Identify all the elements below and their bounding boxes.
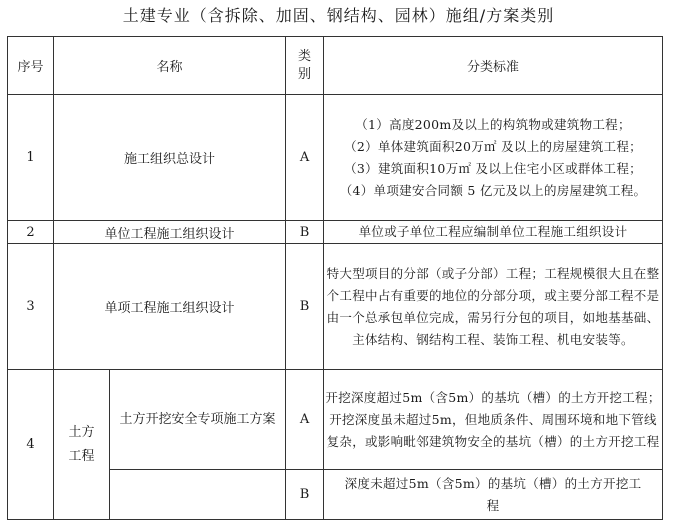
row-name: 施工组织总设计: [54, 95, 286, 221]
row-category: B: [286, 221, 324, 244]
standard-line: （1）高度200m及以上的构筑物或建筑物工程；: [355, 116, 631, 132]
row-category: B: [286, 470, 324, 520]
row-standard: [324, 221, 663, 244]
row-name: 单位工程施工组织设计: [54, 221, 286, 244]
row-name: [110, 470, 286, 520]
row-standard: [324, 244, 663, 370]
standard-line: （3）建筑面积10万㎡ 及以上住宅小区或群体工程；: [344, 160, 642, 176]
row-index: 2: [8, 221, 54, 244]
standard-line: （2）单体建筑面积20万㎡ 及以上的房屋建筑工程；: [344, 138, 642, 154]
row-index: 1: [8, 95, 54, 221]
row-name: 土方开挖安全专项施工方案: [110, 370, 286, 470]
table-row: [8, 221, 663, 244]
table-row: [8, 95, 663, 221]
row-standard: 深度未超过5m（含5m）的基坑（槽）的土方开挖工程: [324, 470, 663, 520]
table-row: [8, 244, 663, 370]
standard-line: 特大型项目的分部（或子分部）工程；工程规模很大且在整个工程中占有重要的地位的分部分项，或主要分部工程不是由一个总承包单位完成，需另行分包的项目，如地基基础、主体结构、钢结构工程、装饰工程、机电安装等。: [326, 265, 660, 347]
row-index: 4: [8, 370, 54, 520]
row-category: B: [286, 244, 324, 370]
table-header-row: [8, 37, 663, 95]
header-index: 序号: [8, 37, 54, 95]
table-row: [8, 370, 663, 470]
page-title: 土建专业（含拆除、加固、钢结构、园林）施组/方案类别: [122, 6, 555, 25]
row-standard: [324, 95, 663, 221]
header-name: 名称: [54, 37, 286, 95]
header-standard: 分类标准: [324, 37, 663, 95]
row-index: 3: [8, 244, 54, 370]
classification-table: [7, 36, 663, 520]
row-group: 土方工程: [54, 370, 110, 520]
standard-line: 单位或子单位工程应编制单位工程施工组织设计: [358, 224, 628, 239]
row-category: A: [286, 95, 324, 221]
row-category: A: [286, 370, 324, 470]
standard-line: （4）单项建安合同额 5 亿元及以上的房屋建筑工程。: [339, 182, 647, 198]
header-category: [286, 37, 324, 95]
row-standard: 开挖深度超过5m（含5m）的基坑（槽）的土方开挖工程；开挖深度虽未超过5m，但地质条件、周围环境和地下管线复杂，或影响毗邻建筑物安全的基坑（槽）的土方开挖工程: [324, 370, 663, 470]
header-category-text: 类别: [298, 48, 312, 82]
row-name: 单项工程施工组织设计: [54, 244, 286, 370]
